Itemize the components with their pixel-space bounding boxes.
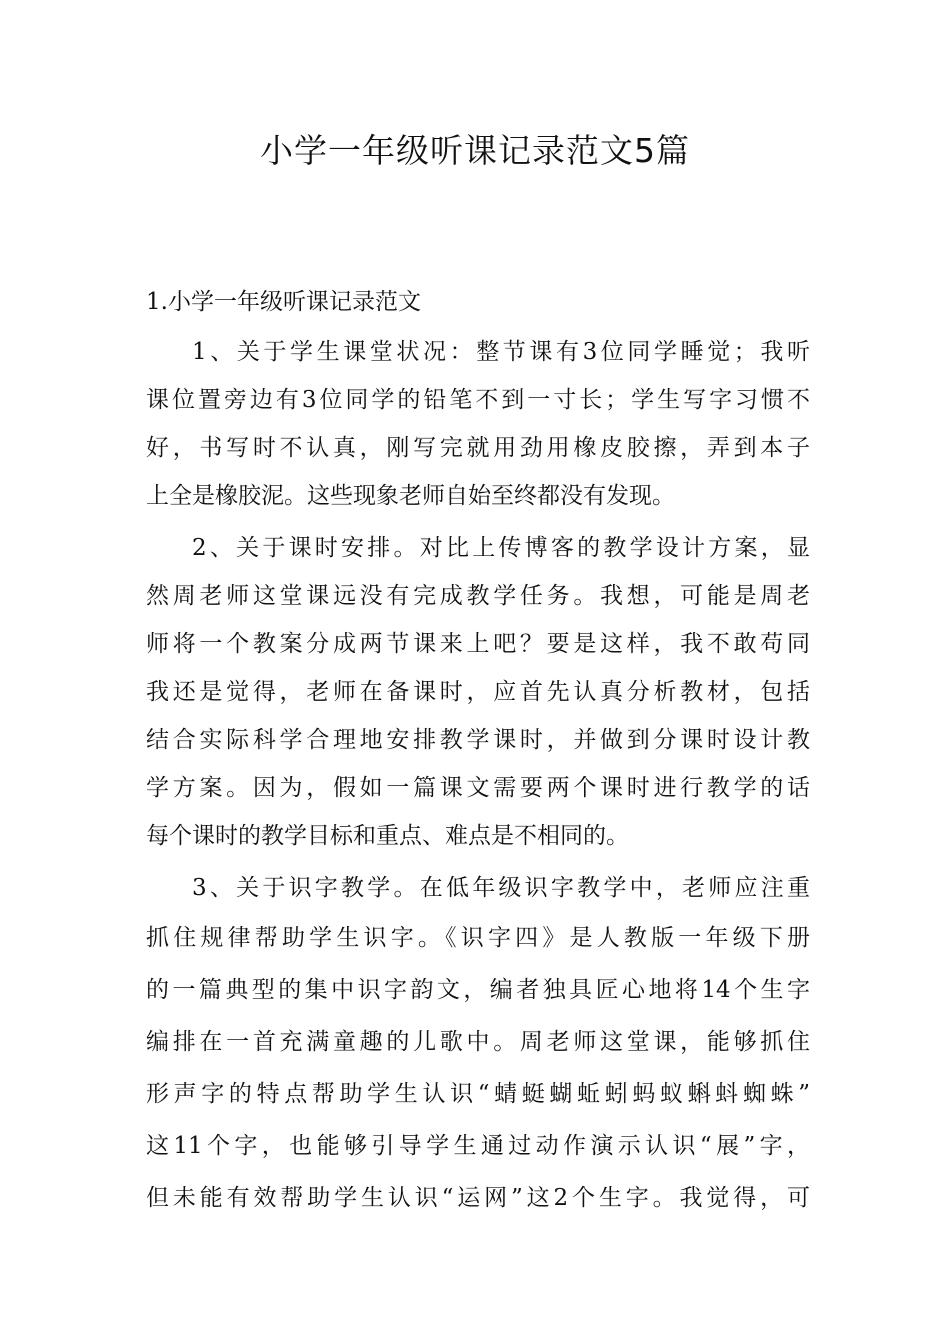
paragraph-2-line-5: 结合实际科学合理地安排教学课时，并做到分课时设计教: [146, 727, 810, 753]
section-heading: 1.小学一年级听课记录范文: [146, 289, 421, 315]
paragraph-3-line-4: 编排在一首充满童趣的儿歌中。周老师这堂课，能够抓住: [146, 1029, 810, 1055]
paragraph-2-line-6: 学方案。因为，假如一篇课文需要两个课时进行教学的话: [146, 775, 810, 801]
paragraph-2-line-4: 我还是觉得，老师在备课时，应首先认真分析教材，包括: [146, 679, 810, 705]
paragraph-3-line-5: 形声字的特点帮助学生认识“蜻蜓蝴蚯蚓蚂蚁蝌蚪蜘蛛”: [146, 1081, 810, 1107]
paragraph-3-line-1: 3、关于识字教学。在低年级识字教学中，老师应注重: [192, 875, 810, 901]
paragraph-2-line-7: 每个课时的教学目标和重点、难点是不相同的。: [146, 823, 629, 849]
paragraph-3-line-7: 但未能有效帮助学生认识“运网”这2个生字。我觉得，可: [146, 1185, 810, 1211]
paragraph-2-line-2: 然周老师这堂课远没有完成教学任务。我想，可能是周老: [146, 583, 810, 609]
paragraph-1-line-4: 上全是橡胶泥。这些现象老师自始至终都没有发现。: [146, 483, 675, 509]
paragraph-3-line-6: 这11个字，也能够引导学生通过动作演示认识“展”字，: [146, 1133, 810, 1159]
paragraph-1-line-1: 1、关于学生课堂状况：整节课有3位同学睡觉；我听: [192, 339, 810, 365]
paragraph-2-line-3: 师将一个教案分成两节课来上吧？要是这样，我不敢苟同: [146, 631, 810, 657]
paragraph-3-line-2: 抓住规律帮助学生识字。《识字四》是人教版一年级下册: [146, 925, 810, 951]
document-title: 小学一年级听课记录范文5篇: [260, 131, 690, 170]
paragraph-1-line-2: 课位置旁边有3位同学的铅笔不到一寸长；学生写字习惯不: [146, 387, 810, 413]
paragraph-1-line-3: 好，书写时不认真，刚写完就用劲用橡皮胶擦，弄到本子: [146, 435, 810, 461]
paragraph-3-line-3: 的一篇典型的集中识字韵文，编者独具匠心地将14个生字: [146, 977, 810, 1003]
paragraph-2-line-1: 2、关于课时安排。对比上传博客的教学设计方案，显: [192, 535, 810, 561]
